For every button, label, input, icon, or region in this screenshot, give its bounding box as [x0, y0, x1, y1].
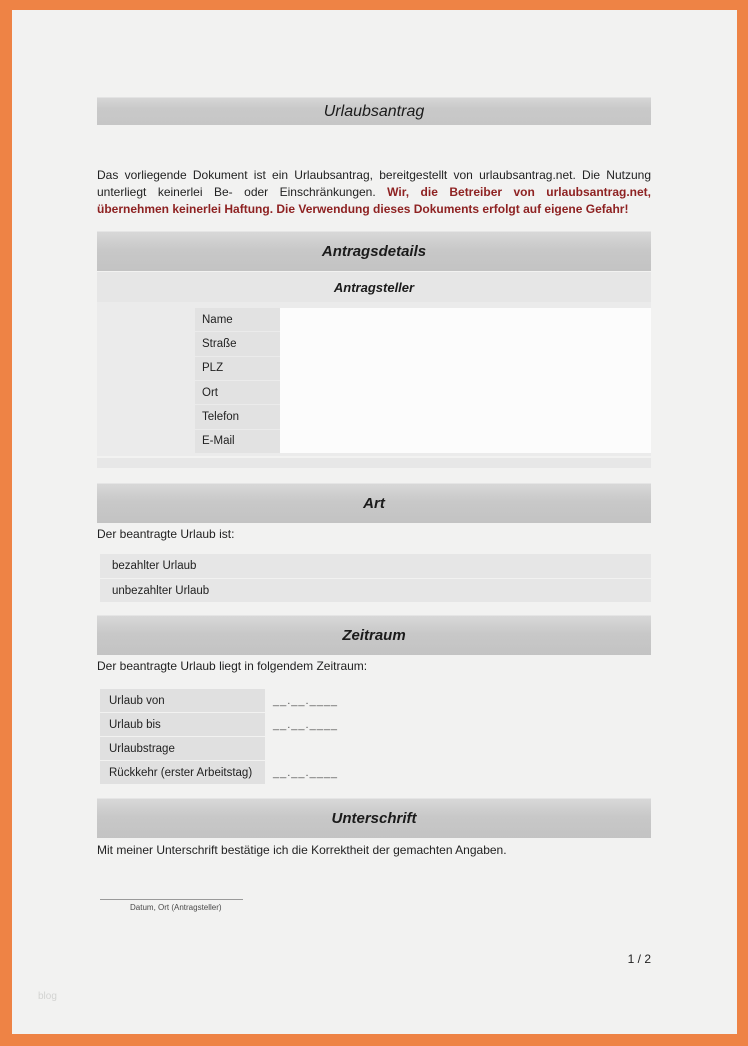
signature-caption: Datum, Ort (Antragsteller)	[130, 903, 222, 912]
watermark-text: blog	[38, 991, 57, 1002]
table-row	[100, 713, 651, 736]
section-title-unterschrift: Unterschrift	[331, 810, 417, 827]
section-header-antragsdetails	[97, 231, 651, 271]
zeitraum-table	[100, 689, 651, 784]
section-title-antragsdetails: Antragsdetails	[321, 243, 427, 260]
field-label-ort: Ort	[195, 381, 280, 404]
table-row	[100, 737, 651, 760]
section-header-zeitraum	[97, 615, 651, 655]
option-row-unbezahlter-urlaub: unbezahlter Urlaub	[100, 579, 651, 602]
field-value-rueckkehr: __.__.____	[273, 766, 339, 779]
intro-text: Das vorliegende Dokument ist ein Urlaubsantrag, bereitgestellt von urlaubsantrag.net. Die Nutzung unterliegt keinerlei Be- oder Einschränkungen.	[97, 168, 651, 199]
antragsteller-table-footer-strip	[97, 458, 651, 468]
field-label-urlaubstrage: Urlaubstrage	[100, 737, 265, 760]
intro-paragraph	[97, 167, 651, 218]
document-content	[97, 10, 651, 1034]
page-number: 1 / 2	[627, 952, 651, 966]
field-label-urlaub-von: Urlaub von	[100, 689, 265, 712]
antragsteller-value-panel	[280, 308, 651, 453]
document-title-bar	[97, 97, 651, 125]
subsection-header-antragsteller	[97, 272, 651, 302]
field-value-urlaub-von: __.__.____	[273, 694, 339, 707]
option-row-bezahlter-urlaub: bezahlter Urlaub	[100, 554, 651, 578]
field-label-name: Name	[195, 308, 280, 331]
field-value-urlaub-bis: __.__.____	[273, 718, 339, 731]
antragsteller-table	[97, 272, 651, 456]
zeitraum-description: Der beantragte Urlaub liegt in folgendem Zeitraum:	[97, 659, 368, 673]
field-label-telefon: Telefon	[195, 405, 280, 428]
field-label-urlaub-bis: Urlaub bis	[100, 713, 265, 736]
document-title: Urlaubsantrag	[323, 102, 425, 120]
field-label-rueckkehr: Rückkehr (erster Arbeitstag)	[100, 761, 265, 784]
signature-line	[100, 879, 243, 900]
document-page	[12, 10, 737, 1034]
section-title-zeitraum: Zeitraum	[342, 627, 406, 644]
field-label-strasse: Straße	[195, 332, 280, 355]
section-header-art	[97, 483, 651, 523]
antragsteller-label-column	[195, 308, 280, 453]
art-options	[100, 554, 651, 602]
art-description: Der beantragte Urlaub ist:	[97, 527, 235, 541]
table-row	[100, 761, 651, 784]
field-label-plz: PLZ	[195, 357, 280, 380]
unterschrift-description: Mit meiner Unterschrift bestätige ich die Korrektheit der gemachten Angaben.	[97, 843, 507, 857]
intro-warning-text: Wir, die Betreiber von urlaubsantrag.net, übernehmen keinerlei Haftung. Die Verwendung dieses Dokuments erfolgt auf eigene Gefahr!	[97, 185, 651, 216]
subsection-title-antragsteller: Antragsteller	[333, 279, 415, 295]
section-title-art: Art	[363, 495, 385, 512]
table-row	[100, 689, 651, 712]
field-label-email: E-Mail	[195, 430, 280, 453]
section-header-unterschrift	[97, 798, 651, 838]
